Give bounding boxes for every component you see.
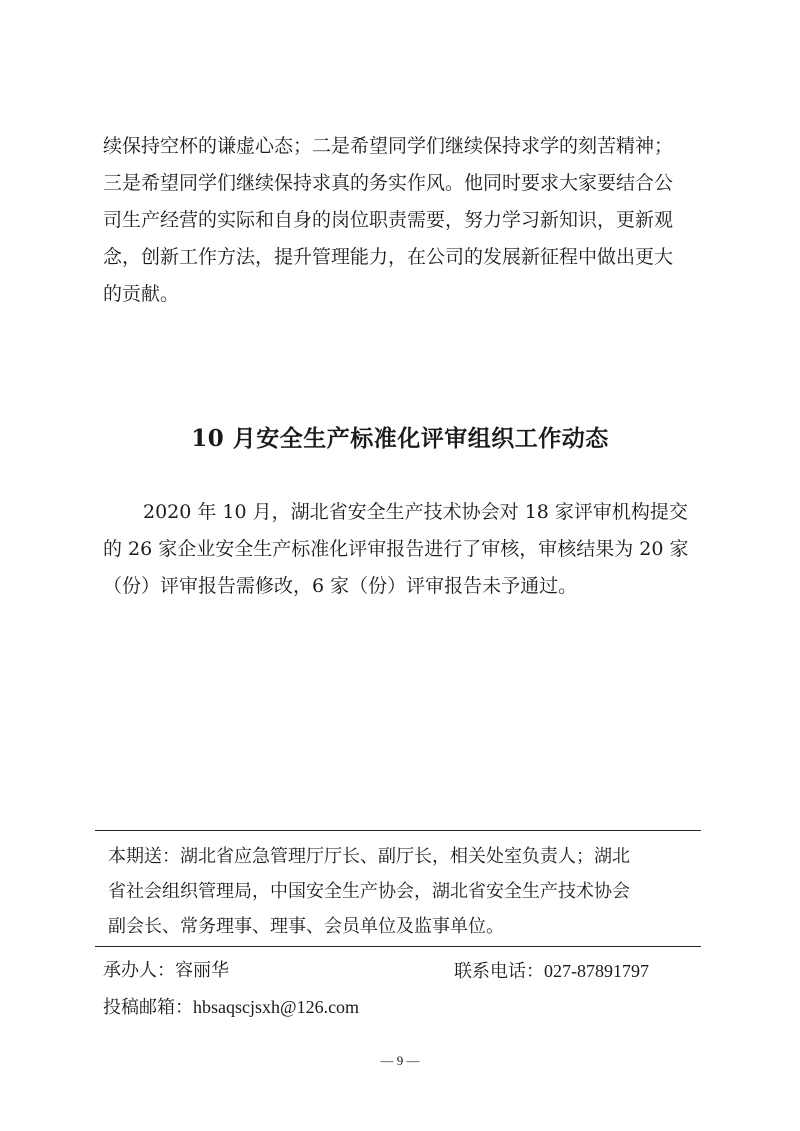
email-label: 投稿邮箱： [103,997,193,1018]
distribution-line: 副会长、常务理事、理事、会员单位及监事单位。 [108,916,504,937]
body-paragraph-2 [103,494,703,605]
body-paragraph-1 [103,128,703,313]
paragraph-line: 的 26 家企业安全生产标准化评审报告进行了审核，审核结果为 20 家 [103,538,689,560]
distribution-top-rule [95,830,701,831]
contact-row [103,956,703,986]
paragraph-line: 三是希望同学们继续保持求真的务实作风。他同时要求大家要结合公 [103,172,674,194]
paragraph-line: 司生产经营的实际和自身的岗位职责需要，努力学习新知识，更新观 [103,209,674,231]
page-number: — 9 — [380,1053,420,1068]
paragraph-line: （份）评审报告需修改，6 家（份）评审报告未予通过。 [103,575,578,597]
distribution-line: 省社会组织管理局，中国安全生产协会，湖北省安全生产技术协会 [108,881,630,902]
distribution-list [108,839,698,944]
distribution-line: 本期送：湖北省应急管理厅厅长、副厅长，相关处室负责人；湖北 [108,846,630,867]
paragraph-line: 续保持空杯的谦虚心态；二是希望同学们继续保持求学的刻苦精神； [103,135,674,157]
paragraph-line: 念，创新工作方法，提升管理能力，在公司的发展新征程中做出更大 [103,246,674,268]
phone-label: 联系电话： [454,961,544,982]
distribution-bottom-rule [95,946,701,947]
section-title: 10 月安全生产标准化评审组织工作动态 [191,425,609,452]
email-address[interactable]: hbsaqscjsxh@126.com [193,997,360,1017]
phone-contact [454,956,649,987]
paragraph-line: 2020 年 10 月，湖北省安全生产技术协会对 18 家评审机构提交 [143,501,688,523]
submission-email-row [103,992,703,1022]
phone-number: 027-87891797 [544,961,649,981]
handler-name: 承办人：容丽华 [103,960,229,981]
paragraph-line: 的贡献。 [103,283,180,305]
